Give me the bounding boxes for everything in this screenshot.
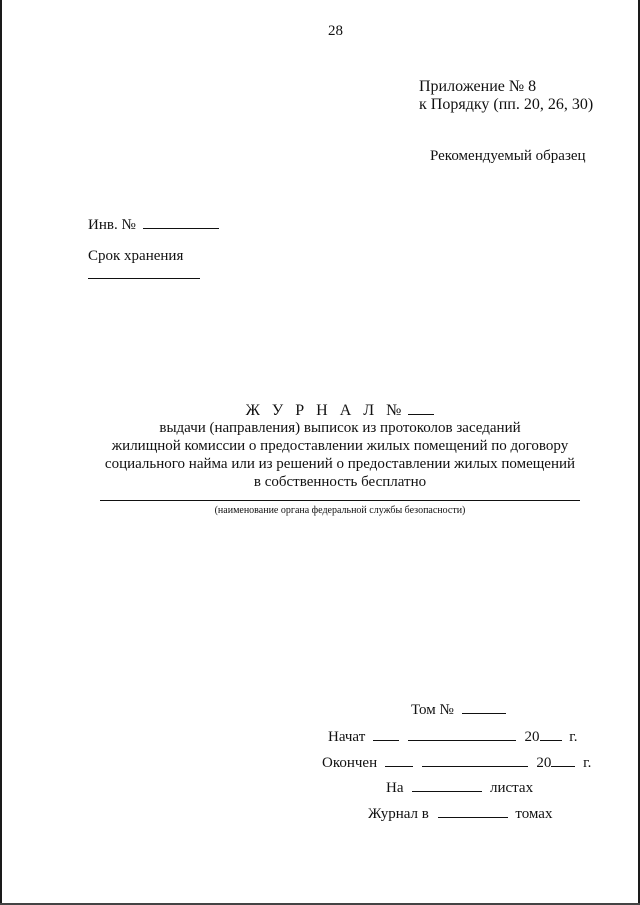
recommended-sample-label: Рекомендуемый образец	[430, 148, 586, 164]
sheets-label: листах	[490, 780, 534, 796]
sheets-count-blank	[412, 777, 482, 792]
page-border-left	[0, 0, 2, 905]
organization-name-blank	[100, 500, 580, 501]
journal-title: Ж У Р Н А Л №	[245, 402, 406, 419]
appendix-line-1: Приложение № 8	[419, 78, 537, 95]
volumes-count-blank	[438, 803, 508, 818]
journal-title-row	[80, 400, 600, 420]
journal-in-label: Журнал в	[368, 806, 429, 822]
ended-row	[322, 752, 591, 772]
volume-number-label: Том №	[411, 702, 454, 718]
inventory-number-row	[88, 214, 219, 234]
started-month-blank	[408, 726, 516, 741]
inventory-number-label: Инв. №	[88, 217, 136, 233]
ended-month-blank	[422, 752, 528, 767]
storage-period-blank	[88, 278, 200, 279]
journal-number-blank	[408, 400, 434, 415]
volume-number-blank	[462, 699, 506, 714]
started-day-blank	[373, 726, 399, 741]
sheets-row	[386, 777, 533, 797]
appendix-line-2: к Порядку (пп. 20, 26, 30)	[419, 96, 594, 113]
journal-description-line-3: социального найма или из решений о предоставлении жилых помещений	[104, 456, 576, 472]
ended-year-blank	[551, 752, 575, 767]
started-label: Начат	[328, 729, 366, 745]
started-row	[328, 726, 577, 746]
ended-year-suffix: г.	[583, 755, 592, 771]
organization-name-caption: (наименование органа федеральной службы безопасности)	[214, 505, 466, 516]
volumes-label: томах	[515, 806, 553, 822]
started-year-suffix: г.	[569, 729, 578, 745]
sheets-on-label: На	[386, 780, 404, 796]
started-year-prefix: 20	[524, 729, 540, 745]
ended-day-blank	[385, 752, 413, 767]
ended-year-prefix: 20	[536, 755, 552, 771]
volumes-row	[368, 803, 552, 823]
page-number: 28	[328, 23, 343, 39]
ended-label: Окончен	[322, 755, 378, 771]
inventory-number-blank	[143, 214, 219, 229]
journal-description-line-1: выдачи (направления) выписок из протоколов заседаний	[159, 420, 521, 436]
storage-period-label: Срок хранения	[88, 248, 184, 264]
journal-description-line-4: в собственность бесплатно	[253, 474, 427, 490]
journal-description-line-2: жилищной комиссии о предоставлении жилых помещений по договору	[111, 438, 569, 454]
volume-number-row	[411, 699, 506, 719]
started-year-blank	[540, 726, 562, 741]
